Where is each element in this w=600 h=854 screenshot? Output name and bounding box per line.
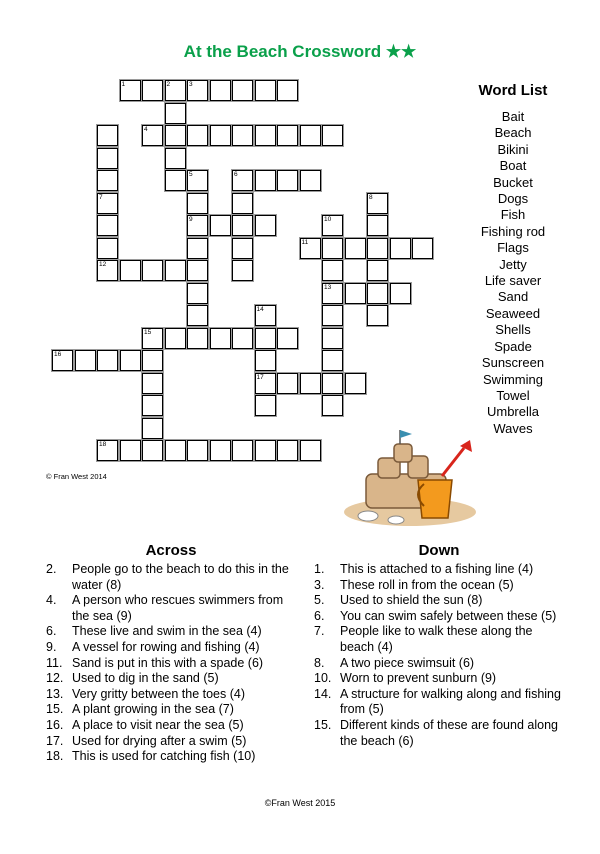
crossword-cell[interactable] — [97, 260, 118, 281]
clue-text: A structure for walking along and fishing from (5) — [340, 686, 561, 717]
word-list-item: Flags — [497, 240, 529, 256]
cell-clue-number: 13 — [324, 283, 332, 291]
down-heading: Down — [418, 542, 460, 559]
crossword-cell[interactable] — [322, 260, 343, 281]
crossword-cell[interactable] — [97, 238, 118, 259]
crossword-cell[interactable] — [322, 373, 343, 394]
crossword-cell[interactable] — [300, 125, 321, 146]
crossword-cell[interactable] — [232, 193, 253, 214]
crossword-cell[interactable] — [97, 350, 118, 371]
crossword-cell[interactable] — [142, 328, 163, 349]
crossword-cell[interactable] — [142, 373, 163, 394]
crossword-cell[interactable] — [165, 125, 186, 146]
crossword-cell[interactable] — [300, 170, 321, 191]
down-clue — [314, 624, 564, 655]
crossword-cell[interactable] — [52, 350, 73, 371]
clue-text: Sand is put in this with a spade (6) — [72, 655, 264, 670]
clue-text: These roll in from the ocean (5) — [340, 577, 514, 592]
crossword-cell[interactable] — [277, 373, 298, 394]
clue-number: 10. — [314, 671, 332, 686]
clue-number: 17. — [46, 733, 64, 748]
crossword-cell[interactable] — [300, 440, 321, 461]
crossword-cell[interactable] — [300, 238, 321, 259]
across-clue — [46, 734, 296, 750]
crossword-cell[interactable] — [120, 80, 141, 101]
crossword-cell[interactable] — [277, 328, 298, 349]
crossword-cell[interactable] — [367, 260, 388, 281]
down-clue — [314, 718, 564, 749]
crossword-cell[interactable] — [255, 328, 276, 349]
across-clues — [46, 542, 296, 765]
crossword-cell[interactable] — [277, 80, 298, 101]
cell-clue-number: 10 — [324, 216, 332, 223]
cell-clue-number: 2 — [166, 81, 171, 88]
clue-number: 16. — [46, 717, 64, 732]
clue-number: 6. — [46, 624, 57, 639]
crossword-cell[interactable] — [210, 80, 231, 101]
clue-text: People like to walk these along the beach (4) — [340, 624, 533, 654]
crossword-cell[interactable] — [255, 373, 276, 394]
word-list-item: Jetty — [499, 256, 527, 272]
word-list-item: Dogs — [497, 191, 529, 207]
crossword-cell[interactable] — [187, 193, 208, 214]
crossword-cell[interactable] — [187, 328, 208, 349]
word-list-item: Spade — [494, 338, 532, 354]
word-list-item: Bait — [501, 109, 525, 124]
crossword-cell[interactable] — [255, 395, 276, 416]
word-list-item: Bucket — [493, 174, 533, 190]
clue-text: A two piece swimsuit (6) — [340, 655, 475, 670]
clue-number: 15. — [46, 702, 64, 717]
word-list-item: Shells — [495, 322, 531, 338]
crossword-cell[interactable] — [165, 440, 186, 461]
clue-number: 13. — [46, 686, 64, 701]
crossword-cell[interactable] — [367, 305, 388, 326]
crossword-cell[interactable] — [187, 215, 208, 236]
crossword-cell[interactable] — [187, 125, 208, 146]
cell-clue-number: 6 — [234, 171, 238, 178]
crossword-cell[interactable] — [120, 260, 141, 281]
clue-number: 2. — [46, 562, 57, 576]
word-list-item: Seaweed — [485, 305, 541, 321]
clue-number: 4. — [46, 593, 57, 608]
crossword-cell[interactable] — [255, 80, 276, 101]
crossword-cell[interactable] — [187, 283, 208, 304]
crossword-cell[interactable] — [367, 283, 388, 304]
clue-text: Very gritty between the toes (4) — [72, 686, 246, 701]
down-clue — [314, 687, 564, 718]
crossword-cell[interactable] — [322, 350, 343, 371]
crossword-cell[interactable] — [142, 125, 163, 146]
across-clue — [46, 640, 296, 656]
crossword-cell[interactable] — [345, 373, 366, 394]
crossword-cell[interactable] — [142, 350, 163, 371]
crossword-cell[interactable] — [165, 148, 186, 169]
word-list-item: Swimming — [483, 371, 543, 387]
crossword-cell[interactable] — [255, 170, 276, 191]
across-clue — [46, 593, 296, 624]
cell-clue-number: 14 — [256, 306, 264, 313]
crossword-cell[interactable] — [97, 193, 118, 214]
crossword-cell[interactable] — [142, 395, 163, 416]
cell-clue-number: 17 — [256, 373, 264, 381]
clue-text: These live and swim in the sea (4) — [72, 624, 262, 639]
clue-text: Different kinds of these are found along the beach (6) — [340, 717, 558, 748]
cell-clue-number: 16 — [54, 351, 62, 358]
clue-text: This is used for catching fish (10) — [72, 749, 256, 764]
crossword-cell[interactable] — [165, 260, 186, 281]
cell-clue-number: 1 — [121, 81, 126, 88]
crossword-cell[interactable] — [187, 170, 208, 191]
crossword-cell[interactable] — [322, 283, 343, 304]
down-clues — [314, 542, 564, 749]
crossword-cell[interactable] — [412, 238, 433, 259]
crossword-cell[interactable] — [165, 80, 186, 101]
crossword-cell[interactable] — [255, 125, 276, 146]
across-heading: Across — [145, 542, 197, 559]
crossword-cell[interactable] — [97, 170, 118, 191]
word-list-item: Umbrella — [486, 404, 539, 420]
clue-number: 5. — [314, 593, 325, 608]
clue-number: 15. — [314, 717, 332, 732]
clue-number: 7. — [314, 624, 325, 639]
across-clue — [46, 702, 296, 718]
down-clue — [314, 578, 564, 594]
page-title: At the Beach Crossword ★★ — [183, 42, 417, 61]
crossword-cell[interactable] — [367, 193, 388, 214]
crossword-cell[interactable] — [367, 238, 388, 259]
cell-clue-number: 3 — [189, 81, 193, 88]
crossword-cell[interactable] — [120, 440, 141, 461]
crossword-cell[interactable] — [97, 148, 118, 169]
crossword-cell[interactable] — [187, 260, 208, 281]
sandcastle-illustration — [338, 428, 488, 530]
word-list-item: Sand — [497, 289, 529, 305]
crossword-cell[interactable] — [255, 350, 276, 371]
word-list-item: Boat — [499, 158, 527, 174]
crossword-cell[interactable] — [75, 350, 96, 371]
crossword-cell[interactable] — [165, 170, 186, 191]
clue-number: 8. — [314, 655, 325, 670]
clue-text: A place to visit near the sea (5) — [72, 717, 244, 732]
clue-number: 14. — [314, 686, 332, 701]
crossword-cell[interactable] — [345, 238, 366, 259]
crossword-cell[interactable] — [345, 283, 366, 304]
word-list-item: Life saver — [484, 273, 542, 289]
crossword-cell[interactable] — [187, 80, 208, 101]
crossword-cell[interactable] — [322, 305, 343, 326]
crossword-cell[interactable] — [277, 125, 298, 146]
cell-clue-number: 15 — [144, 328, 152, 336]
crossword-cell[interactable] — [232, 80, 253, 101]
word-list-heading: Word List — [478, 82, 548, 99]
cell-clue-number: 7 — [99, 193, 103, 201]
footer-copyright: ©Fran West 2015 — [264, 798, 336, 808]
crossword-cell[interactable] — [322, 215, 343, 236]
crossword-cell[interactable] — [232, 440, 253, 461]
crossword-cell[interactable] — [210, 328, 231, 349]
clue-text: Used to shield the sun (8) — [340, 593, 483, 608]
crossword-cell[interactable] — [390, 238, 411, 259]
crossword-cell[interactable] — [322, 395, 343, 416]
crossword-cell[interactable] — [210, 215, 231, 236]
crossword-cell[interactable] — [187, 305, 208, 326]
clue-text: A person who rescues swimmers from the sea (9) — [72, 593, 284, 623]
crossword-cell[interactable] — [142, 260, 163, 281]
clue-number: 11. — [46, 655, 63, 670]
across-clue — [46, 687, 296, 703]
down-clue — [314, 593, 564, 609]
grid-copyright: © Fran West 2014 — [46, 472, 107, 481]
cell-clue-number: 4 — [144, 126, 148, 133]
clue-number: 12. — [46, 671, 64, 686]
crossword-cell[interactable] — [120, 350, 141, 371]
clue-number: 18. — [46, 749, 64, 764]
clue-text: This is attached to a fishing line (4) — [340, 562, 534, 576]
crossword-cell[interactable] — [142, 440, 163, 461]
crossword-cell[interactable] — [97, 125, 118, 146]
clue-number: 9. — [46, 639, 57, 654]
across-clue — [46, 671, 296, 687]
word-list-item: Bikini — [497, 141, 529, 157]
crossword-cell[interactable] — [97, 440, 118, 461]
cell-clue-number: 18 — [99, 441, 107, 448]
crossword-cell[interactable] — [142, 418, 163, 439]
clue-text: A vessel for rowing and fishing (4) — [72, 639, 260, 654]
down-clue — [314, 671, 564, 687]
across-clue — [46, 624, 296, 640]
clue-number: 6. — [314, 608, 325, 623]
crossword-cell[interactable] — [165, 103, 186, 124]
crossword-cell[interactable] — [187, 238, 208, 259]
clue-text: You can swim safely between these (5) — [340, 608, 557, 623]
down-clue — [314, 562, 564, 578]
down-clue — [314, 656, 564, 672]
crossword-cell[interactable] — [322, 125, 343, 146]
cell-clue-number: 9 — [189, 216, 193, 223]
crossword-cell[interactable] — [187, 440, 208, 461]
clue-text: People go to the beach to do this in the water (8) — [72, 562, 289, 592]
crossword-cell[interactable] — [300, 373, 321, 394]
cell-clue-number: 11 — [301, 238, 309, 246]
clue-text: Used for drying after a swim (5) — [72, 733, 247, 748]
crossword-cell[interactable] — [232, 260, 253, 281]
word-list-item: Fishing rod — [480, 223, 546, 239]
clue-number: 3. — [314, 577, 325, 592]
across-clue — [46, 718, 296, 734]
clue-text: Used to dig in the sand (5) — [72, 671, 219, 686]
word-list-item: Towel — [496, 387, 530, 403]
crossword-cell[interactable] — [232, 125, 253, 146]
crossword-cell[interactable] — [232, 215, 253, 236]
crossword-cell[interactable] — [97, 215, 118, 236]
crossword-cell[interactable] — [367, 215, 388, 236]
across-clue — [46, 749, 296, 765]
word-list — [468, 82, 558, 437]
crossword-cell[interactable] — [255, 215, 276, 236]
crossword-cell[interactable] — [322, 238, 343, 259]
word-list-item: Waves — [493, 420, 533, 436]
crossword-cell[interactable] — [165, 328, 186, 349]
crossword-cell[interactable] — [255, 305, 276, 326]
crossword-cell[interactable] — [232, 328, 253, 349]
crossword-cell[interactable] — [142, 80, 163, 101]
crossword-cell[interactable] — [277, 440, 298, 461]
crossword-cell[interactable] — [232, 238, 253, 259]
clue-text: Worn to prevent sunburn (9) — [340, 671, 497, 686]
clue-text: A plant growing in the sea (7) — [72, 702, 234, 717]
crossword-cell[interactable] — [210, 125, 231, 146]
across-clue — [46, 656, 296, 672]
crossword-cell[interactable] — [322, 328, 343, 349]
crossword-cell[interactable] — [255, 440, 276, 461]
cell-clue-number: 8 — [369, 193, 373, 201]
cell-clue-number: 12 — [99, 261, 107, 268]
word-list-item: Fish — [500, 207, 526, 223]
down-clue — [314, 609, 564, 625]
crossword-cell[interactable] — [210, 440, 231, 461]
clue-number: 1. — [314, 562, 325, 576]
crossword-cell[interactable] — [390, 283, 411, 304]
crossword-cell[interactable] — [277, 170, 298, 191]
cell-clue-number: 5 — [189, 171, 193, 178]
word-list-items — [468, 109, 558, 437]
across-clue — [46, 562, 296, 593]
crossword-cell[interactable] — [232, 170, 253, 191]
word-list-item: Beach — [494, 125, 532, 141]
word-list-item: Sunscreen — [481, 355, 545, 371]
